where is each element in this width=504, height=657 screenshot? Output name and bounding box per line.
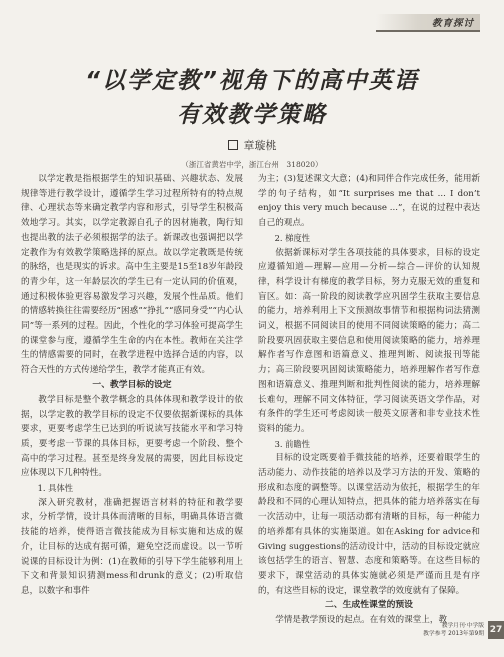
section-heading: 一、教学目标的设定 bbox=[92, 379, 172, 390]
section-tag bbox=[376, 14, 480, 32]
section-heading: 1. 具体性 bbox=[37, 483, 74, 494]
paragraph: 依据新课标对学生各项技能的具体要求，目标的设定应遵循知道—理解—应用—分析—综合—评价的认知规律，科学设计有梯度的教学目标，努力克服无效的重复和盲区。如：高一阶段的阅读教学应巩固学生获取主要信息的能力，培养利用上下文预测故事情节和根据构词法猜测词义，根据不同阅读目的使用不同阅读策略的能力；高二阶段要巩固获取主要信息和使用阅读策略的能力，培养理解作者写作意图和语篇意义、推理判断、阅读报刊等能力；高三阶段要巩固阅读策略能力，培养理解作者写作意图和语篇意义、推理判断和批判性阅读的能力，培养理解长难句，理解不同文体特征，学习阅读英语文学作品，对有条件的学生还可考虑阅读一般英文原著和非专业技术性资料的能力。 bbox=[258, 247, 480, 434]
journal-name: 教学月刊·中学版 bbox=[441, 623, 484, 629]
journal-info bbox=[423, 622, 488, 638]
author-name: 章璇桃 bbox=[243, 139, 277, 152]
page-number: 27 bbox=[488, 621, 504, 639]
page-footer bbox=[384, 619, 504, 641]
author-box-icon bbox=[228, 140, 238, 150]
right-column bbox=[258, 172, 480, 628]
section-heading: 3. 前瞻性 bbox=[274, 438, 311, 449]
section-heading: 二、生成性课堂的预设 bbox=[325, 600, 413, 611]
title-line-2: 有效教学策略 bbox=[177, 102, 327, 128]
paragraph: 为主；(3)复述课文大意；(4)和同伴合作完成任务，能用新学的句子结构，如“It surprises me that ... I don’t enjoy this very much because ...”，在说的过程中表达自己的观点。 bbox=[258, 174, 481, 229]
paragraph: 教学目标是整个教学概念的具体体现和教学设计的依据，以学定教的教学目标的设定不仅要依据新课标的具体要求，更要考虑学生已达到的听说读写技能水平和学习特质，要考虑一节课的具体目标，更要考虑一个阶段、整个高中的学习过程。甚至是终身发展的需要，因此目标设定应体现以下几种特性。 bbox=[21, 394, 243, 479]
journal-issue: 教学参考 2013年第9期 bbox=[423, 631, 484, 637]
article-title bbox=[0, 66, 504, 130]
paragraph: 深入研究教材，准确把握语言材料的特征和教学要求，分析学情，设计具体而清晰的目标，明确具体语言微技能的培养，使得语言微技能成为目标实施和达成的媒介，让目标的达成有据可循，避免空泛而虚设。以一节听说课的目标设计为例：(1)在教师的引导下学生能够利用上下文和背景知识猜测mess和drunk的意义；(2)听取信息，以数字和事件 bbox=[21, 497, 243, 596]
paragraph: 学情是教学预设的起点。在有效的课堂上，教 bbox=[275, 615, 448, 626]
left-column bbox=[21, 172, 243, 599]
paragraph: 目标的设定既要着手微技能的培养，还要着眼学生的活动能力、动作技能的培养以及学习方法的开发、策略的形成和态度的调整等。以课堂活动为依托，根据学生的年龄段和不同的心理认知特点，把具体的能力培养落实在每一次活动中，让每一项活动都有清晰的目标，每一种能力的培养都有具体的实施渠道。如在Asking for advice和Giving suggestions的活动设计中，活动的目标设定就应该包括学生的语言、智慧、态度和策略等。在这些目标的要求下，课堂活动的具体实施就必须是严谨而且是有序的，有这些目标的设定，课堂教学的效度就有了保障。 bbox=[258, 453, 480, 596]
title-line-1: “以学定教”视角下的高中英语 bbox=[85, 68, 419, 94]
section-tag-label: 教育探讨 bbox=[431, 18, 474, 29]
affiliation: （浙江省黄岩中学，浙江台州 318020） bbox=[181, 160, 323, 169]
section-heading: 2. 梯度性 bbox=[274, 232, 311, 243]
paragraph: 以学定教是指根据学生的知识基础、兴趣状态、发展规律等进行教学设计，遵循学生学习过程所特有的特点规律、心理状态等来确定教学内容和形式，引导学生积极高效地学习。其实，以学定教源自孔子的因材施教，陶行知也提出教的法子必须根据学的法子。新课改也强调把以学定教作为有效教学策略选择的原点。故以学定教既是传统的脉络，也是现实的诉求。高中生主要是15至18岁年龄段的青少年，这一年龄层次的学生已有一定认同的价值观，通过积极体验更容易激发学习兴趣，发展个性品质。他们的情感转换往往需要经历“困惑”“挣扎”“感同身受”“内心认同”等一系列的过程。因此，个性化的学习体验可提高学生的课堂参与度，遵循学生生命的内在本性。教师在关注学生的情感需要的同时，在教学进程中选择合适的内容，以符合天性的方式传递给学生，教学才能真正有效。 bbox=[21, 174, 243, 376]
author-row bbox=[0, 137, 504, 153]
